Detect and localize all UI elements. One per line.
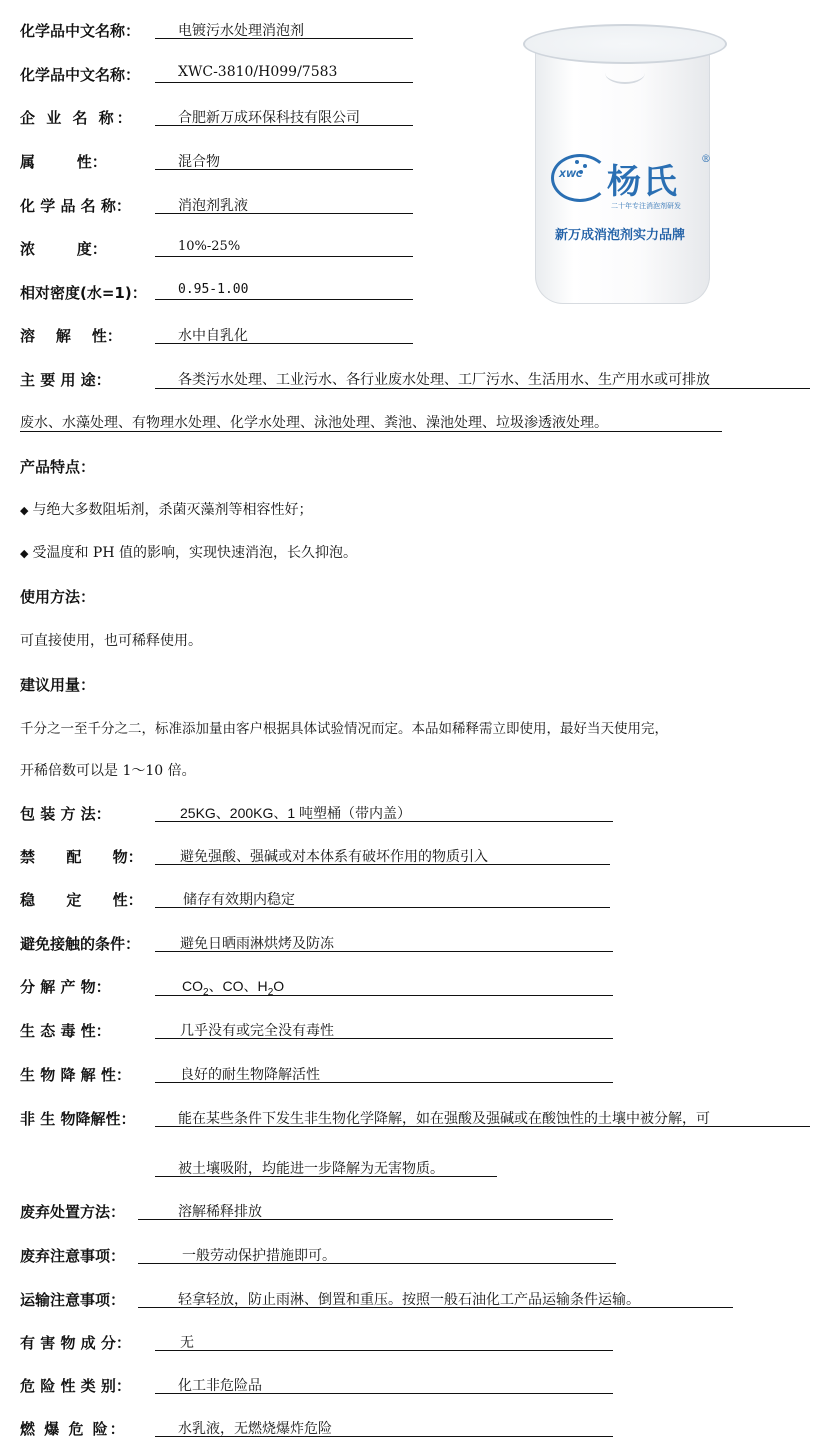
field-value: 电镀污水处理消泡剂: [178, 23, 304, 39]
field-underline: [138, 1219, 613, 1220]
diamond-bullet-icon: ◆: [20, 504, 29, 517]
field-value: 储存有效期内稳定: [183, 892, 295, 908]
field-label: 化学品中文名称：: [20, 22, 141, 40]
field-underline: [155, 299, 413, 300]
field-label: 生 态 毒 性：: [20, 1022, 111, 1040]
field-value: 良好的耐生物降解活性: [180, 1067, 320, 1083]
method-heading: 使用方法：: [20, 588, 96, 606]
field-underline: [155, 38, 413, 39]
field-underline: [155, 169, 413, 170]
field-underline: [155, 995, 613, 996]
field-label: 化 学 品 名 称：: [20, 197, 131, 215]
registered-mark: ®: [701, 154, 711, 165]
field-underline: [155, 1082, 613, 1083]
field-underline: [155, 1436, 613, 1437]
field-label: 生 物 降 解 性：: [20, 1066, 131, 1084]
field-value: 混合物: [178, 154, 220, 170]
field-label: 废弃处置方法：: [20, 1203, 126, 1221]
field-underline: [155, 125, 413, 126]
field-underline: [155, 1350, 613, 1351]
field-underline: [155, 821, 613, 822]
logo-letters: XWC: [559, 170, 583, 180]
field-label: 燃 爆 危 险：: [20, 1420, 127, 1438]
field-underline: [155, 1393, 613, 1394]
diamond-bullet-icon: ◆: [20, 547, 29, 560]
nonbio-line-2: 被土壤吸附，均能进一步降解为无害物质。: [178, 1161, 444, 1177]
nonbio-underline-2: [155, 1176, 497, 1177]
field-label: 企 业 名 称：: [20, 109, 135, 127]
field-label: 包 装 方 法：: [20, 805, 111, 823]
field-underline: [155, 256, 413, 257]
field-underline: [155, 213, 413, 214]
field-value: 避免日晒雨淋烘烤及防冻: [180, 936, 334, 952]
field-underline: [138, 1307, 733, 1308]
nonbio-label: 非 生 物降解性：: [20, 1110, 136, 1128]
beaker-rim: [523, 24, 727, 64]
field-underline: [155, 343, 413, 344]
nonbio-underline-1: [155, 1126, 810, 1127]
field-underline: [155, 1038, 613, 1039]
field-value: 无: [180, 1335, 194, 1351]
field-label: 相对密度(水=1)：: [20, 284, 147, 302]
field-underline: [155, 907, 610, 908]
dosage-line-2: 开稀倍数可以是 1～10 倍。: [20, 763, 196, 779]
features-heading: 产品特点：: [20, 458, 96, 476]
field-value: 25KG、200KG、1 吨塑桶（带内盖）: [180, 805, 412, 821]
usage-line-2: 废水、水藻处理、有物理水处理、化学水处理、泳池处理、粪池、澡池处理、垃圾渗透液处理。: [20, 415, 608, 431]
field-label: 有 害 物 成 分：: [20, 1334, 131, 1352]
field-label: 浓 度：: [20, 240, 107, 258]
field-label: 禁 配 物：: [20, 848, 143, 866]
field-label: 溶 解 性：: [20, 327, 122, 345]
field-value: 水乳液，无燃烧爆炸危险: [178, 1421, 332, 1437]
field-value: 合肥新万成环保科技有限公司: [178, 110, 360, 126]
feature-item: ◆ 受温度和 PH 值的影响，实现快速消泡，长久抑泡。: [20, 545, 357, 561]
field-label: 属 性：: [20, 153, 107, 171]
field-label: 运输注意事项：: [20, 1291, 126, 1309]
field-label: 避免接触的条件：: [20, 935, 141, 953]
logo-dot-icon: [583, 164, 587, 168]
field-value: 一般劳动保护措施即可。: [182, 1248, 336, 1264]
field-label: 稳 定 性：: [20, 891, 143, 909]
brand-name: 杨氏: [607, 162, 679, 202]
field-underline: [138, 1263, 616, 1264]
usage-line-1: 各类污水处理、工业污水、各行业废水处理、工厂污水、生活用水、生产用水或可排放: [178, 372, 710, 388]
usage-underline-1: [155, 388, 810, 389]
dosage-line-1: 千分之一至千分之二，标准添加量由客户根据具体试验情况而定。本品如稀释需立即使用，最好当天使用完，: [20, 721, 668, 737]
field-value: 避免强酸、强碱或对本体系有破坏作用的物质引入: [180, 849, 488, 865]
field-value: 10%-25%: [178, 239, 241, 254]
usage-label: 主 要 用 途：: [20, 371, 111, 389]
field-label: 危 险 性 类 别：: [20, 1377, 131, 1395]
field-label: 废弃注意事项：: [20, 1247, 126, 1265]
beaker-spout: [605, 62, 645, 84]
field-value: XWC-3810/H099/7583: [178, 64, 338, 80]
field-value: 水中自乳化: [178, 328, 248, 344]
field-value: 0.95-1.00: [178, 282, 249, 297]
field-value: 几乎没有或完全没有毒性: [180, 1023, 334, 1039]
usage-underline-2: [20, 431, 722, 432]
field-label: 化学品中文名称：: [20, 66, 141, 84]
brand-tagline: 二十年专注消泡剂研发: [611, 202, 681, 210]
field-value: 溶解稀释排放: [178, 1204, 262, 1220]
field-value: $CO_2$、CO、$H_2O$: [182, 978, 285, 998]
field-underline: [155, 864, 610, 865]
field-value: 轻拿轻放，防止雨淋、倒置和重压。按照一般石油化工产品运输条件运输。: [178, 1292, 640, 1308]
dosage-heading: 建议用量：: [20, 676, 96, 694]
field-value: 消泡剂乳液: [178, 198, 248, 214]
brand-slogan: 新万成消泡剂实力品牌: [555, 228, 686, 243]
feature-item: ◆ 与绝大多数阻垢剂，杀菌灭藻剂等相容性好；: [20, 502, 313, 518]
field-value: 化工非危险品: [178, 1378, 262, 1394]
method-text: 可直接使用，也可稀释使用。: [20, 633, 202, 649]
nonbio-line-1: 能在某些条件下发生非生物化学降解，如在强酸及强碱或在酸蚀性的土壤中被分解，可: [178, 1111, 710, 1127]
field-underline: [155, 951, 613, 952]
product-beaker-image: [515, 4, 730, 319]
field-label: 分 解 产 物：: [20, 978, 111, 996]
field-underline: [155, 82, 413, 83]
logo-dot-icon: [575, 160, 579, 164]
